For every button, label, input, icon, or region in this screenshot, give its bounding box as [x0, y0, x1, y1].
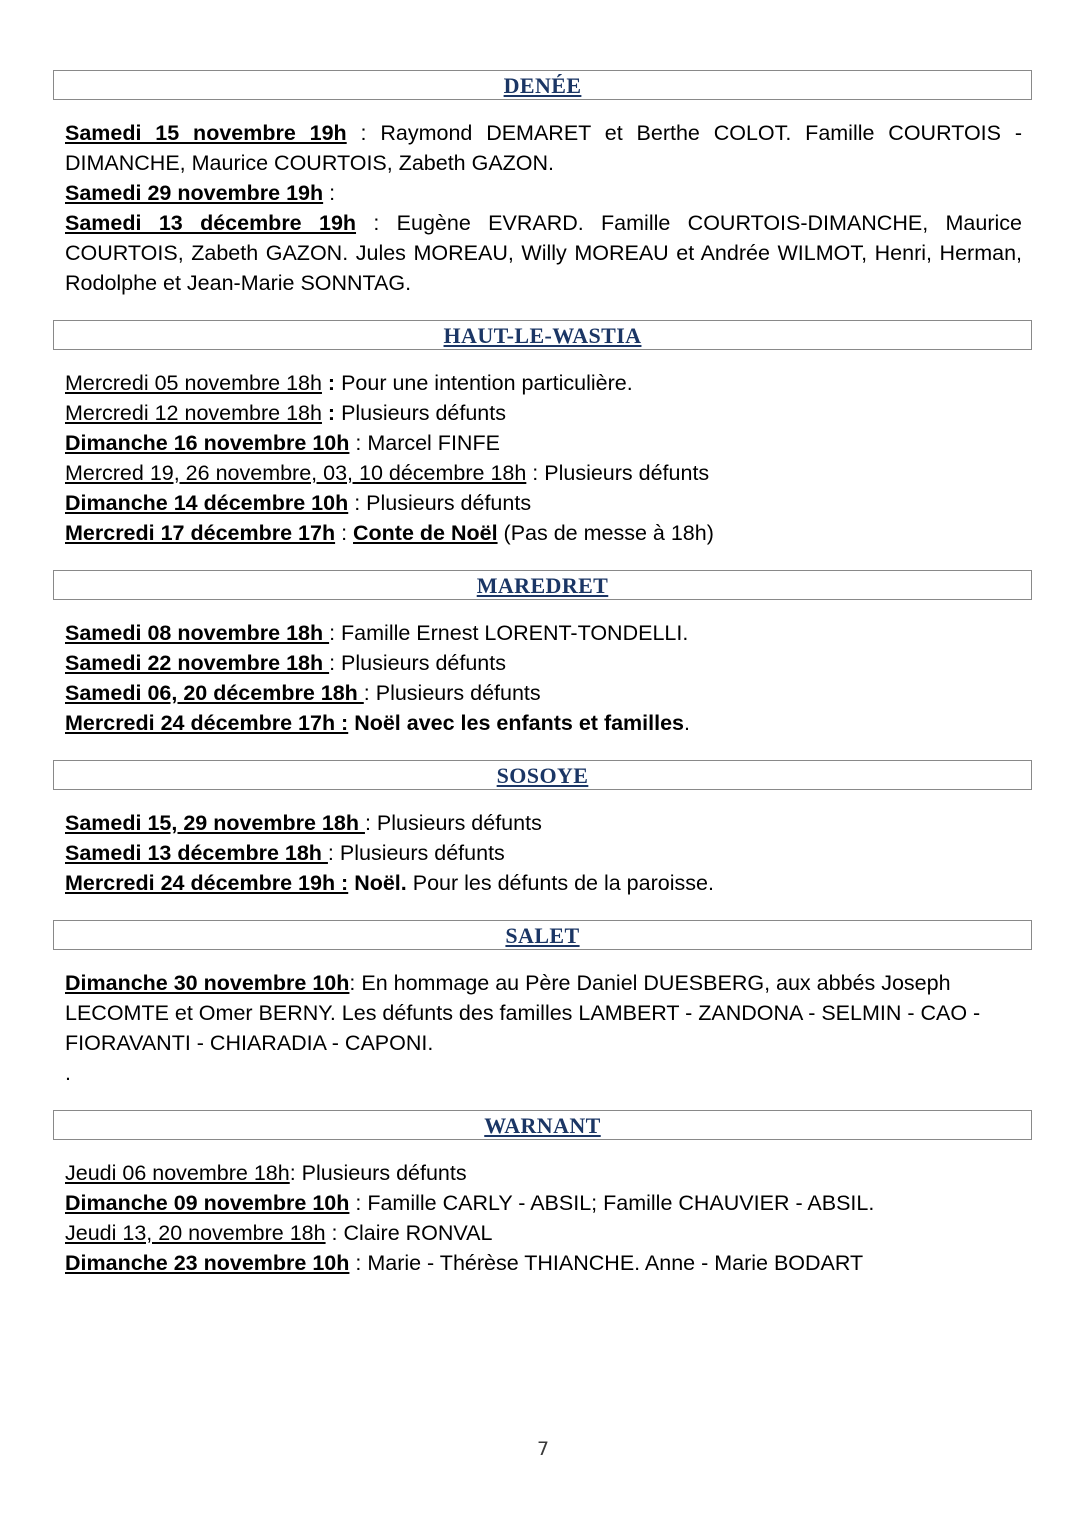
section-header-maredret: [53, 570, 1032, 600]
mass-entry: [65, 868, 1022, 898]
header-body-spacer: [53, 790, 1032, 808]
entry-text-bold-underline: Samedi 08 novembre 18h: [65, 621, 330, 645]
page-number: 7: [536, 1438, 550, 1460]
mass-entry: [65, 618, 1022, 648]
entry-text-normal: :: [323, 181, 336, 205]
section-body: [53, 1158, 1032, 1278]
entry-text-bold: Noël avec les enfants et familles: [348, 711, 685, 735]
entry-text-bold-underline: Samedi 13 décembre 19h: [65, 211, 357, 235]
sections-container: [53, 70, 1032, 1278]
section-title: SOSOYE: [496, 762, 589, 788]
mass-entry: [65, 708, 1022, 738]
entry-text-bold-underline: Dimanche 14 décembre 10h: [65, 491, 349, 515]
entry-text-bold: Noël.: [348, 871, 407, 895]
entry-text-bold-underline: Dimanche 23 novembre 10h: [65, 1251, 350, 1275]
entry-text-underline: Jeudi 13, 20 novembre 18h: [65, 1221, 326, 1245]
section-title: SALET: [505, 922, 580, 948]
section-spacer: [53, 548, 1032, 570]
section-title: HAUT-LE-WASTIA: [443, 322, 642, 348]
entry-text-normal: .: [684, 711, 690, 735]
section-title: DENÉE: [503, 72, 582, 98]
entry-text-bold-underline: Samedi 06, 20 décembre 18h: [65, 681, 364, 705]
mass-entry: [65, 1158, 1022, 1188]
section-spacer: [53, 898, 1032, 920]
entry-text-normal: : Plusieurs défunts: [289, 1161, 467, 1185]
section-body: [53, 968, 1032, 1088]
entry-text-bold-underline: Dimanche 09 novembre 10h: [65, 1191, 350, 1215]
mass-entry: [65, 398, 1022, 428]
entry-text-normal: (Pas de messe à 18h): [497, 521, 714, 545]
section-header-den-e: [53, 70, 1032, 100]
mass-entry: [65, 808, 1022, 838]
entry-text-normal: :: [335, 521, 354, 545]
entry-text-bold-underline: Samedi 22 novembre 18h: [65, 651, 330, 675]
entry-text-normal: : Claire RONVAL: [325, 1221, 493, 1245]
section-body: [53, 618, 1032, 738]
mass-entry: [65, 428, 1022, 458]
entry-text-bold-underline: Conte de Noël: [353, 521, 498, 545]
entry-text-bold-underline: Mercredi 17 décembre 17h: [65, 521, 336, 545]
section-header-salet: [53, 920, 1032, 950]
mass-entry: [65, 1218, 1022, 1248]
mass-entry: [65, 118, 1022, 178]
section-title: WARNANT: [484, 1112, 601, 1138]
mass-entry: [65, 648, 1022, 678]
header-body-spacer: [53, 600, 1032, 618]
header-body-spacer: [53, 350, 1032, 368]
mass-entry: [65, 678, 1022, 708]
entry-text-normal: : Raymond DEMARET et Berthe COLOT. Famille COURTOIS - DIMANCHE, Maurice COURTOIS, Zabeth GAZON.: [65, 121, 1022, 175]
section-body: [53, 808, 1032, 898]
mass-entry: [65, 488, 1022, 518]
mass-entry: [65, 518, 1022, 548]
header-body-spacer: [53, 1140, 1032, 1158]
entry-text-normal: : Plusieurs défunts: [526, 461, 710, 485]
entry-text-bold-underline: Samedi 13 décembre 18h: [65, 841, 328, 865]
entry-text-bold: :: [321, 371, 336, 395]
entry-text-bold-underline: Mercredi 24 décembre 17h :: [65, 711, 349, 735]
entry-text-normal: : Famille Ernest LORENT-TONDELLI.: [329, 621, 689, 645]
entry-text-normal: Pour les défunts de la paroisse.: [406, 871, 714, 895]
section-body: [53, 118, 1032, 298]
entry-text-normal: : Plusieurs défunts: [329, 651, 506, 675]
entry-text-normal: : Plusieurs défunts: [364, 811, 542, 835]
entry-text-normal: : Plusieurs défunts: [363, 681, 541, 705]
entry-text-normal: : Famille CARLY - ABSIL; Famille CHAUVIER - ABSIL.: [349, 1191, 875, 1215]
mass-entry: [65, 208, 1022, 298]
section-title: MAREDRET: [476, 572, 609, 598]
header-body-spacer: [53, 950, 1032, 968]
mass-entry: [65, 1058, 1022, 1088]
mass-entry: [65, 178, 1022, 208]
section-body: [53, 368, 1032, 548]
mass-entry: [65, 838, 1022, 868]
entry-text-bold-underline: Dimanche 30 novembre 10h: [65, 971, 350, 995]
entry-text-bold-underline: Dimanche 16 novembre 10h: [65, 431, 350, 455]
entry-text-underline: Mercredi 05 novembre 18h: [65, 371, 322, 395]
mass-entry: [65, 1188, 1022, 1218]
entry-text-normal: : Plusieurs défunts: [348, 491, 532, 515]
section-spacer: [53, 738, 1032, 760]
entry-text-normal: : Eugène EVRARD. Famille COURTOIS-DIMANCHE, Maurice COURTOIS, Zabeth GAZON. Jules MOREAU, Willy MOREAU et Andrée WILMOT, Henri, Herman, Rodolphe et Jean-Marie SONNTAG.: [65, 211, 1022, 295]
entry-text-normal: : Marie - Thérèse THIANCHE. Anne - Marie BODART: [349, 1251, 864, 1275]
entry-text-normal: Pour une intention particulière.: [335, 371, 633, 395]
entry-text-normal: .: [65, 1061, 71, 1085]
entry-text-underline: Mercred 19, 26 novembre, 03, 10 décembre 18h: [65, 461, 527, 485]
entry-text-bold-underline: Mercredi 24 décembre 19h :: [65, 871, 349, 895]
entry-text-bold-underline: Samedi 15, 29 novembre 18h: [65, 811, 365, 835]
entry-text-normal: : En hommage au Père Daniel DUESBERG, aux abbés Joseph LECOMTE et Omer BERNY. Les défunts des familles LAMBERT - ZANDONA - SELMIN - CAO - FIORAVANTI - CHIARADIA - CAPONI.: [65, 971, 981, 1055]
entry-text-normal: : Plusieurs défunts: [327, 841, 505, 865]
entry-text-underline: Jeudi 06 novembre 18h: [65, 1161, 290, 1185]
mass-entry: [65, 1248, 1022, 1278]
entry-text-bold-underline: Samedi 15 novembre 19h: [65, 121, 347, 145]
entry-text-bold: :: [321, 401, 336, 425]
entry-text-underline: Mercredi 12 novembre 18h: [65, 401, 322, 425]
section-header-warnant: [53, 1110, 1032, 1140]
section-spacer: [53, 298, 1032, 320]
header-body-spacer: [53, 100, 1032, 118]
section-spacer: [53, 1088, 1032, 1110]
mass-entry: [65, 968, 1022, 1058]
mass-entry: [65, 368, 1022, 398]
section-header-haut-le-wastia: [53, 320, 1032, 350]
entry-text-bold-underline: Samedi 29 novembre 19h: [65, 181, 324, 205]
mass-entry: [65, 458, 1022, 488]
entry-text-normal: : Marcel FINFE: [349, 431, 500, 455]
section-header-sosoye: [53, 760, 1032, 790]
entry-text-normal: Plusieurs défunts: [335, 401, 506, 425]
